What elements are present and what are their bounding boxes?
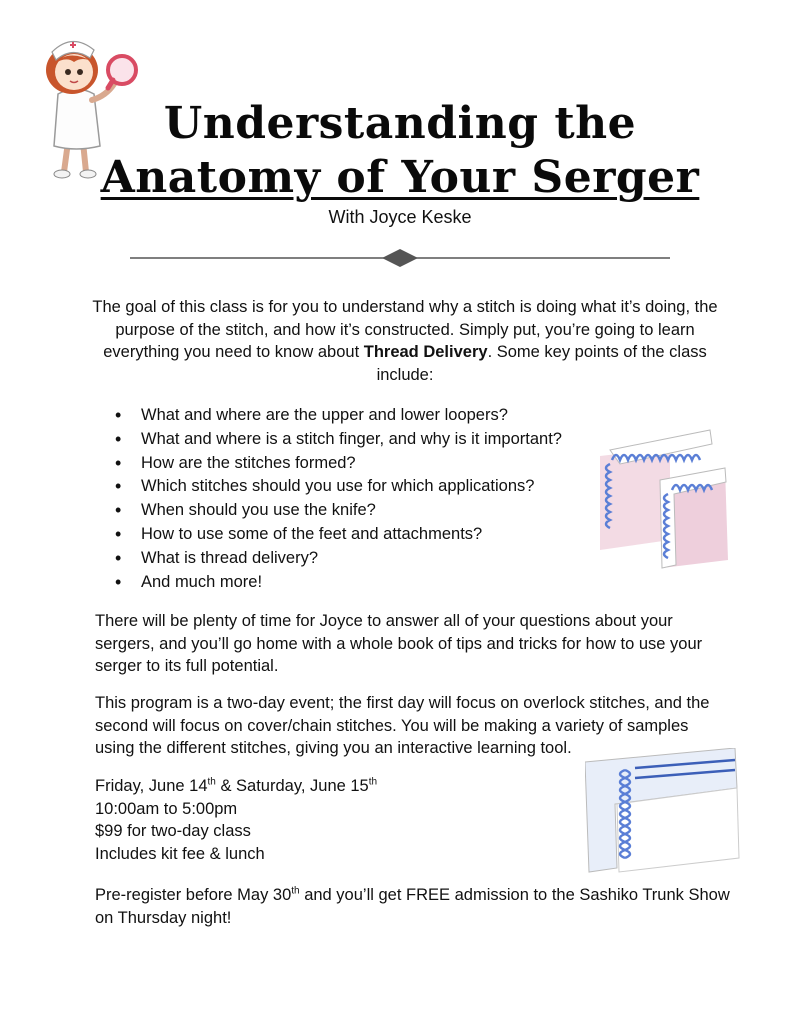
list-item: • When should you use the knife? bbox=[115, 499, 562, 523]
title-line-2-text: Anatomy of Your Serger bbox=[100, 152, 700, 203]
date-suffix-1: th bbox=[207, 776, 216, 788]
preregister-text-2: and you’ll get FREE admission to the Sashiko Trunk Show on Thursday night! bbox=[95, 886, 730, 927]
event-price: $99 for two-day class bbox=[95, 822, 251, 840]
list-item: • Which stitches should you use for which applications? bbox=[115, 475, 562, 499]
paragraph-plenty-of-time: There will be plenty of time for Joyce to answer all of your questions about your sergers, and you’ll go home with a whole book of tips and tricks for how to use your serger to its full potential. bbox=[95, 612, 703, 675]
coverstitch-illustration bbox=[585, 748, 745, 878]
decorative-divider bbox=[130, 246, 670, 270]
event-dates bbox=[95, 775, 377, 798]
date-part-2: & Saturday, June 15 bbox=[215, 777, 369, 795]
paragraph-two-day-event: This program is a two-day event; the first day will focus on overlock stitches, and the second will focus on cover/chain stitches. You will be making a variety of samples using the different stitches, giving you an interactive learning tool. bbox=[95, 694, 710, 757]
intro-text-1: The goal of this class is for you to understand why a stitch is doing what it’s doing, the purpose of the stitch, and how it’s constructed. Simply put, you’re going to learn everything you need to know about bbox=[92, 298, 718, 361]
list-item: • What and where are the upper and lower loopers? bbox=[115, 404, 562, 428]
list-item: • How are the stitches formed? bbox=[115, 452, 562, 476]
date-part-1: Friday, June 14 bbox=[95, 777, 208, 795]
preregister-paragraph bbox=[95, 884, 735, 929]
event-time: 10:00am to 5:00pm bbox=[95, 799, 238, 818]
list-item: • What is thread delivery? bbox=[115, 547, 562, 571]
list-item: • And much more! bbox=[115, 571, 562, 595]
title-line-2 bbox=[0, 152, 800, 203]
intro-paragraph bbox=[90, 296, 720, 386]
date-suffix-2: th bbox=[368, 776, 378, 788]
title-line-1: Understanding the bbox=[163, 98, 637, 149]
list-item: • What and where is a stitch finger, and why is it important? bbox=[115, 428, 562, 452]
event-includes: Includes kit fee & lunch bbox=[95, 844, 265, 863]
preregister-text-1: Pre-register before May 30 bbox=[95, 886, 292, 904]
subtitle: With Joyce Keske bbox=[328, 207, 472, 227]
intro-text-2: . Some key points of the class include: bbox=[376, 343, 707, 384]
event-details bbox=[95, 775, 377, 865]
key-points-list bbox=[115, 404, 562, 594]
list-item: • How to use some of the feet and attachments? bbox=[115, 523, 562, 547]
preregister-suffix: th bbox=[291, 885, 300, 897]
intro-bold-text: Thread Delivery bbox=[363, 343, 488, 361]
overlock-stitch-illustration bbox=[600, 420, 730, 570]
